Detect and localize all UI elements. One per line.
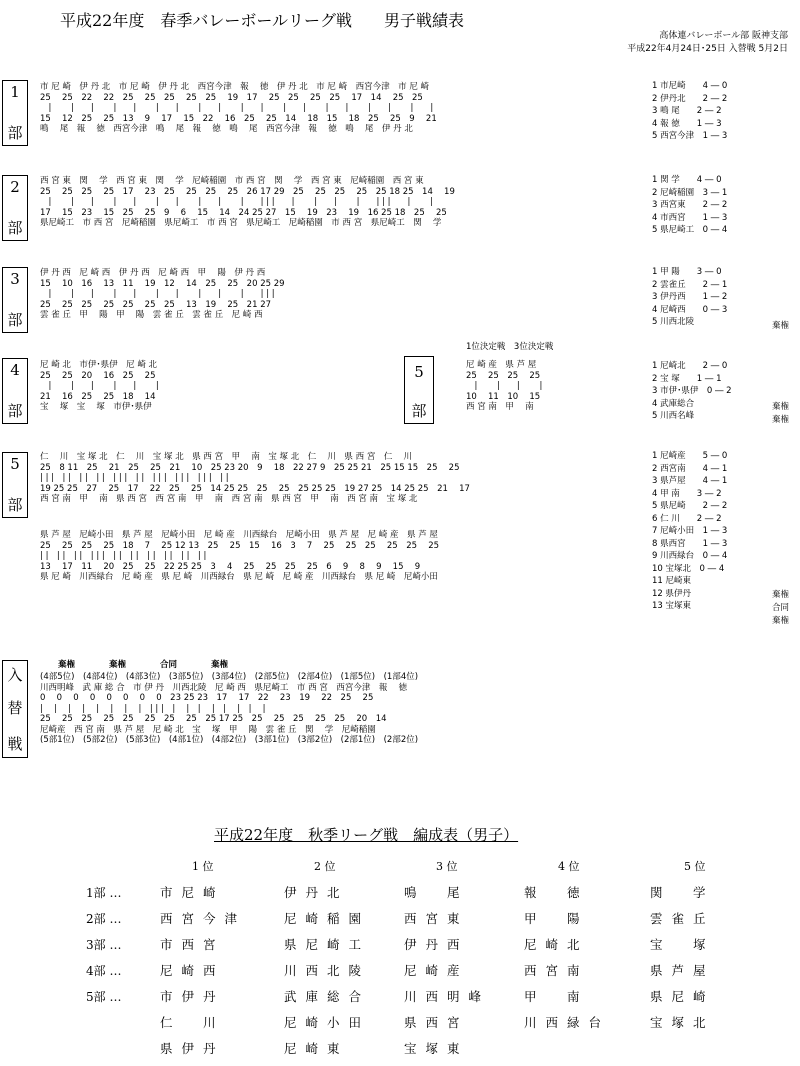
team-cell: 雲雀丘 <box>650 911 715 926</box>
standing-row: 4 尼崎西 0 ― 3 <box>652 304 728 315</box>
standing-row: 1 尼崎北 2 ― 0 <box>652 361 728 371</box>
result-row: | | | | | | | | | | | | | | | | | | | <box>40 103 434 113</box>
forfeit-note: 棄権 <box>772 616 790 626</box>
organization: 高体連バレーボール部 阪神支部 <box>659 31 788 41</box>
team-cell: 甲 南 <box>524 989 589 1004</box>
joint-team-note: 合同 <box>772 603 790 613</box>
standing-row: 6 仁 川 2 ― 2 <box>652 513 722 524</box>
standing-row: 4 報 徳 1 ― 3 <box>652 118 722 129</box>
rank-header: 4 位 <box>558 860 580 873</box>
team-cell: 関 学 <box>650 885 715 900</box>
division-4-standings <box>652 360 732 423</box>
standing-row: 3 伊丹西 1 ― 2 <box>652 292 728 302</box>
result-row: | | | | | | | | | | | | | | | | | | | | | | <box>40 197 433 207</box>
rank-header: 1 位 <box>192 860 214 873</box>
result-row: 15 12 25 25 13 9 17 15 22 16 25 25 14 18 15 18 25 25 9 21 <box>40 113 437 124</box>
division-3-label: 3 部 <box>2 267 28 333</box>
forfeit-note: 棄権 <box>772 402 790 412</box>
standing-row: 5 西宮今津 1 ― 3 <box>652 131 728 141</box>
result-row: 19 25 25 27 25 17 22 25 25 14 25 25 25 25 25 25 25 19 27 25 14 25 25 21 17 <box>40 483 470 494</box>
result-row: 0 0 0 0 0 0 0 0 23 25 23 17 17 22 23 19 22 25 25 <box>40 693 374 703</box>
division-1-results <box>40 82 437 135</box>
result-row: 25 25 25 25 25 25 25 25 25 17 25 25 25 25 25 25 20 14 <box>40 714 387 724</box>
team-cell: 西宮東 <box>404 911 469 926</box>
result-row: 17 15 23 15 25 25 9 6 15 14 24 25 27 15 19 23 19 16 25 18 25 25 <box>40 207 447 218</box>
fall-league-title: 平成22年度 秋季リーグ戦 編成表（男子） <box>214 826 519 844</box>
standing-row: 1 市尼崎 4 ― 0 <box>652 81 728 91</box>
playoff-status-heads: 棄権 棄権 合同 棄権 <box>58 660 229 670</box>
standing-row: 9 川西緑台 0 ― 4 <box>652 551 728 561</box>
page-title: 平成22年度 春季バレーボールリーグ戦 男子戦績表 <box>60 11 465 30</box>
standing-row: 2 西宮南 4 ― 1 <box>652 463 728 474</box>
standing-row: 3 西宮東 2 ― 2 <box>652 200 728 210</box>
division-1-label: 1 部 <box>2 80 28 146</box>
result-row: 県尼崎工 市 西 宮 尼崎稲園 県尼崎工 市 西 宮 県尼崎工 尼崎稲園 市 西 宮 県尼崎工 関 学 <box>40 218 442 228</box>
team-cell: 西宮南 <box>524 963 589 978</box>
result-row: 25 25 25 25 18 7 25 12 13 25 25 15 16 3 7 25 25 25 25 25 25 <box>40 540 440 551</box>
standing-row: 2 尼崎稲園 3 ― 1 <box>652 187 728 198</box>
forfeit-note: 棄権 <box>772 415 790 425</box>
division-5-results-b <box>40 530 439 583</box>
team-cell: 川西緑台 <box>524 1015 611 1030</box>
team-cell: 仁 川 <box>160 1015 225 1030</box>
standing-row: 4 武庫総合 <box>652 398 695 409</box>
team-cell: 尼崎小田 <box>284 1015 371 1030</box>
rank-header: 3 位 <box>436 860 458 873</box>
division-1-standings <box>652 80 727 143</box>
result-row: 西 宮 東 関 学 西 宮 東 関 学 尼崎稲園 市 西 宮 関 学 西 宮 東 尼崎稲園 西 宮 東 <box>40 176 424 186</box>
division-2-results <box>40 176 455 229</box>
rank-header: 2 位 <box>314 860 336 873</box>
result-row: 仁 川 宝 塚 北 仁 川 宝 塚 北 県 西 宮 甲 南 宝 塚 北 仁 川 県 西 宮 仁 川 <box>40 452 413 462</box>
team-cell: 県伊丹 <box>160 1041 225 1056</box>
result-row: 25 25 25 25 25 25 25 13 19 25 21 27 <box>40 299 272 310</box>
standing-row: 2 雲雀丘 2 ― 1 <box>652 279 728 290</box>
result-row: 西 宮 南 甲 南 <box>466 402 534 412</box>
result-row: | | | | | | | | | | | | | | | | | | | | | <box>40 551 207 561</box>
standing-row: 2 伊丹北 2 ― 2 <box>652 93 728 104</box>
result-row: 25 25 25 25 <box>466 370 541 381</box>
division-row-label: 5部 … <box>86 990 122 1004</box>
result-row: 25 25 22 22 25 25 25 25 25 19 17 25 25 25 25 17 14 25 25 <box>40 92 423 103</box>
standing-row: 5 川西北陵 <box>652 317 695 327</box>
playoff-results <box>40 672 418 746</box>
standing-row: 1 尼崎産 5 ― 0 <box>652 451 728 461</box>
result-row: 尼 崎 北 市伊･県伊 尼 崎 北 <box>40 360 158 370</box>
division-5-results-a <box>40 452 470 505</box>
team-cell: 市西宮 <box>160 937 225 952</box>
standing-row: 8 県西宮 1 ― 3 <box>652 538 728 549</box>
match-dates: 平成22年4月24日･25日 入替戦 5月2日 <box>627 44 788 54</box>
team-cell: 宝塚北 <box>650 1015 715 1030</box>
standing-row: 5 川西名峰 <box>652 411 695 421</box>
result-row: 西 宮 南 甲 南 県 西 宮 西 宮 南 甲 南 西 宮 南 県 西 宮 甲 南 西 宮 南 宝 塚 北 <box>40 494 418 504</box>
team-cell: 市尼崎 <box>160 885 225 900</box>
standing-row: 4 市西宮 1 ― 3 <box>652 212 728 223</box>
result-row: (5部1位) (5部2位) (5部3位) (4部1位) (4部2位) (3部1位) (3部2位) (2部1位) (2部2位) <box>40 735 419 745</box>
forfeit-note: 棄権 <box>772 590 790 600</box>
result-row: 尼 崎 産 県 芦 屋 <box>466 360 537 370</box>
standing-row: 3 県芦屋 4 ― 1 <box>652 476 728 486</box>
standing-row: 2 宝 塚 1 ― 1 <box>652 373 722 384</box>
result-row: 25 8 11 25 21 25 25 21 10 25 23 20 9 18 22 27 9 25 25 21 25 15 15 25 25 <box>40 462 460 473</box>
team-cell: 尼崎産 <box>404 963 469 978</box>
team-cell: 県尼崎 <box>650 989 715 1004</box>
standing-row: 7 尼崎小田 1 ― 3 <box>652 526 728 536</box>
standing-row: 1 関 学 4 ― 0 <box>652 175 722 185</box>
result-row: | | | | <box>466 381 543 391</box>
result-row: 10 11 10 15 <box>466 391 541 402</box>
playoff-label: 入 替 戦 <box>2 660 28 758</box>
result-row: 尼崎産 西 宮 南 県 芦 屋 尼 崎 北 宝 塚 甲 陽 雲 雀 丘 関 学 尼崎稲園 <box>40 724 376 735</box>
result-row: 13 17 11 20 25 25 22 25 25 3 4 25 25 25 25 6 9 8 9 15 9 <box>40 561 421 572</box>
result-row: 25 25 25 25 17 23 25 25 25 25 26 17 29 25 25 25 25 25 18 25 14 19 <box>40 186 455 197</box>
team-cell: 宝塚東 <box>404 1041 469 1056</box>
result-row: 25 25 20 16 25 25 <box>40 370 156 381</box>
division-row-label: 2部 … <box>86 912 122 926</box>
team-cell: 尼崎北 <box>524 937 589 952</box>
division-5-finals-label: 5 部 <box>404 356 434 424</box>
standing-row: 5 県尼崎 2 ― 2 <box>652 501 728 511</box>
division-5-finals-results <box>466 360 542 413</box>
team-cell: 県西宮 <box>404 1015 469 1030</box>
standing-row: 1 甲 陽 3 ― 0 <box>652 267 722 277</box>
result-row: 宝 塚 宝 塚 市伊･県伊 <box>40 402 152 412</box>
result-row: 県 芦 屋 尼崎小田 県 芦 屋 尼崎小田 尼 崎 産 川西緑台 尼崎小田 県 芦 屋 尼 崎 産 県 芦 屋 <box>40 530 438 540</box>
standing-row: 5 県尼崎工 0 ― 4 <box>652 225 728 235</box>
team-cell: 川西明峰 <box>404 989 491 1004</box>
standing-row: 10 宝塚北 0 ― 4 <box>652 563 725 574</box>
standing-row: 3 鳴 尾 2 ― 2 <box>652 106 722 116</box>
result-row: 雲 雀 丘 甲 陽 甲 陽 雲 雀 丘 雲 雀 丘 尼 崎 西 <box>40 310 263 320</box>
result-row: (4部5位) (4部4位) (4部3位) (3部5位) (3部4位) (2部5位) (2部4位) (1部5位) (1部4位) <box>40 672 419 682</box>
result-row: | | | | | | | | | | | | | | | | | | | <box>40 703 266 714</box>
standing-row: 11 尼崎東 <box>652 576 692 586</box>
team-cell: 武庫総合 <box>284 989 371 1004</box>
result-row: 伊 丹 西 尼 崎 西 伊 丹 西 尼 崎 西 甲 陽 伊 丹 西 <box>40 268 266 278</box>
division-3-standings <box>652 266 727 329</box>
result-row: 鳴 尾 報 徳 西宮今津 鳴 尾 報 徳 鳴 尾 西宮今津 報 徳 鳴 尾 伊 丹 北 <box>40 124 413 134</box>
standing-row: 3 市伊･県伊 0 ― 2 <box>652 386 732 396</box>
result-row: 川西明峰 武 庫 総 合 市 伊 丹 川西北陵 尼 崎 西 県尼崎工 市 西 宮 西宮今津 報 徳 <box>40 682 408 693</box>
result-row: | | | | | | | | | | | | | | | | | | | | | | | | | <box>40 473 229 483</box>
team-cell: 県尼崎工 <box>284 937 371 952</box>
result-row: 県 尼 崎 川西緑台 尼 崎 産 県 尼 崎 川西緑台 県 尼 崎 尼 崎 産 川西緑台 県 尼 崎 尼崎小田 <box>40 572 438 582</box>
division-5-standings <box>652 450 727 613</box>
team-cell: 県芦屋 <box>650 963 715 978</box>
standing-row: 13 宝塚東 <box>652 601 692 611</box>
standing-row: 4 甲 南 3 ― 2 <box>652 488 722 499</box>
team-cell: 甲 陽 <box>524 911 589 926</box>
standing-row: 12 県伊丹 <box>652 588 692 599</box>
team-cell: 市伊丹 <box>160 989 225 1004</box>
result-row: 市 尼 崎 伊 丹 北 市 尼 崎 伊 丹 北 西宮今津 報 徳 伊 丹 北 市 尼 崎 西宮今津 市 尼 崎 <box>40 82 430 92</box>
division-row-label: 3部 … <box>86 938 122 952</box>
division-5-label: 5 部 <box>2 452 28 518</box>
team-cell: 伊丹北 <box>284 885 349 900</box>
division-row-label: 4部 … <box>86 964 122 978</box>
result-row: 15 10 16 13 11 19 12 14 25 25 20 25 29 <box>40 278 285 289</box>
team-cell: 尼崎西 <box>160 963 225 978</box>
division-4-label: 4 部 <box>2 358 28 424</box>
team-cell: 報 徳 <box>524 885 589 900</box>
result-row: | | | | | | | | | | | | | <box>40 289 275 299</box>
division-row-label: 1部 … <box>86 886 122 900</box>
result-row: 21 16 25 25 18 14 <box>40 391 156 402</box>
division-4-results <box>40 360 159 413</box>
division-3-results <box>40 268 285 321</box>
division-2-label: 2 部 <box>2 175 28 241</box>
team-cell: 鳴 尾 <box>404 885 469 900</box>
rank-header: 5 位 <box>684 860 706 873</box>
team-cell: 尼崎稲園 <box>284 911 371 926</box>
result-row: | | | | | | <box>40 381 159 391</box>
team-cell: 川西北陵 <box>284 963 371 978</box>
finals-note: 1位決定戦 3位決定戦 <box>466 342 554 352</box>
team-cell: 西宮今津 <box>160 911 247 926</box>
team-cell: 宝 塚 <box>650 937 715 952</box>
forfeit-note: 棄権 <box>772 321 790 331</box>
team-cell: 伊丹西 <box>404 937 469 952</box>
division-2-standings <box>652 174 727 237</box>
team-cell: 尼崎東 <box>284 1041 349 1056</box>
